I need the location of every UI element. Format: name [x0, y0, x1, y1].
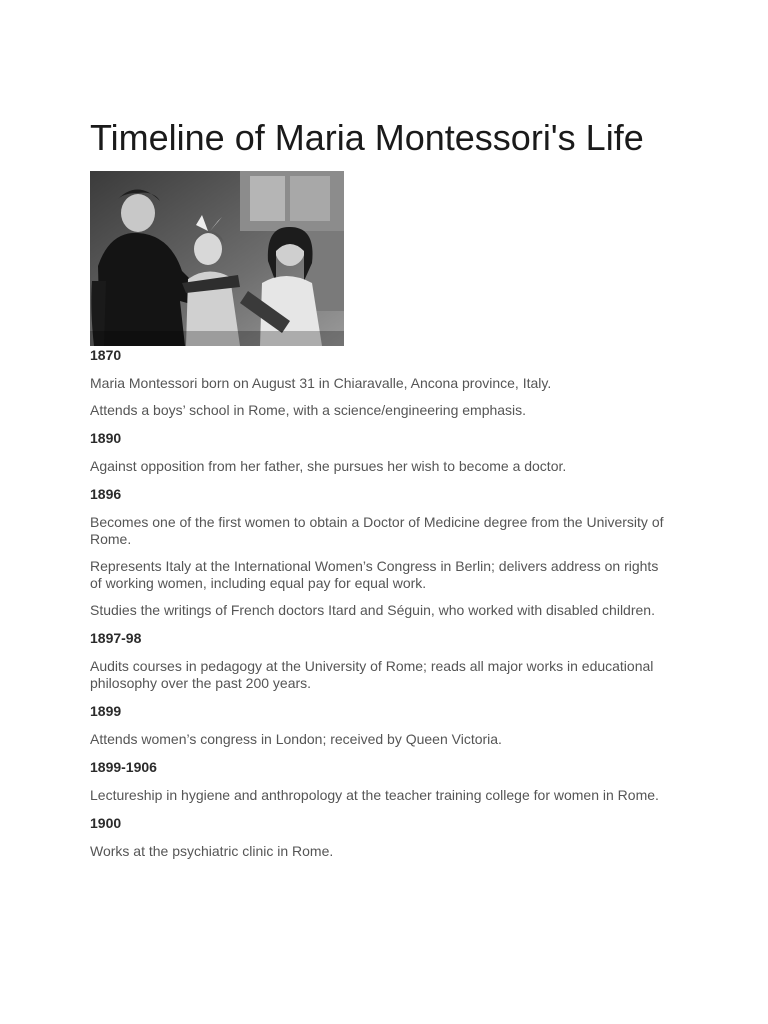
timeline-event: Attends a boys’ school in Rome, with a science/engineering emphasis.	[90, 402, 527, 418]
timeline-year: 1897-98	[90, 630, 142, 646]
timeline-year: 1870	[90, 347, 122, 363]
timeline-year: 1890	[90, 430, 122, 446]
timeline-event: Studies the writings of French doctors Itard and Séguin, who worked with disabled children.	[90, 602, 655, 618]
timeline-entry	[90, 485, 670, 619]
historical-photo	[90, 171, 344, 346]
timeline-entry	[90, 814, 670, 860]
timeline-year: 1896	[90, 486, 122, 502]
timeline-year: 1899-1906	[90, 759, 157, 775]
timeline	[90, 346, 670, 870]
timeline-entry	[90, 629, 670, 692]
page-title: Timeline of Maria Montessori's Life	[90, 117, 644, 158]
timeline-entry	[90, 346, 670, 419]
timeline-event: Against opposition from her father, she pursues her wish to become a doctor.	[90, 458, 567, 474]
timeline-event: Audits courses in pedagogy at the University of Rome; reads all major works in educational philosophy over the past 200 years.	[90, 658, 654, 691]
timeline-event: Maria Montessori born on August 31 in Chiaravalle, Ancona province, Italy.	[90, 375, 552, 391]
timeline-event: Attends women’s congress in London; received by Queen Victoria.	[90, 731, 502, 747]
timeline-event: Becomes one of the first women to obtain a Doctor of Medicine degree from the University of Rome.	[90, 514, 664, 547]
timeline-event: Works at the psychiatric clinic in Rome.	[90, 843, 334, 859]
timeline-entry	[90, 758, 670, 804]
timeline-year: 1900	[90, 815, 122, 831]
photo-illustration	[90, 171, 344, 346]
timeline-year: 1899	[90, 703, 122, 719]
timeline-event: Lectureship in hygiene and anthropology at the teacher training college for women in Rome.	[90, 787, 659, 803]
timeline-entry	[90, 702, 670, 748]
timeline-event: Represents Italy at the International Women’s Congress in Berlin; delivers address on rights of working women, including equal pay for equal work.	[90, 558, 659, 591]
timeline-entry	[90, 429, 670, 475]
